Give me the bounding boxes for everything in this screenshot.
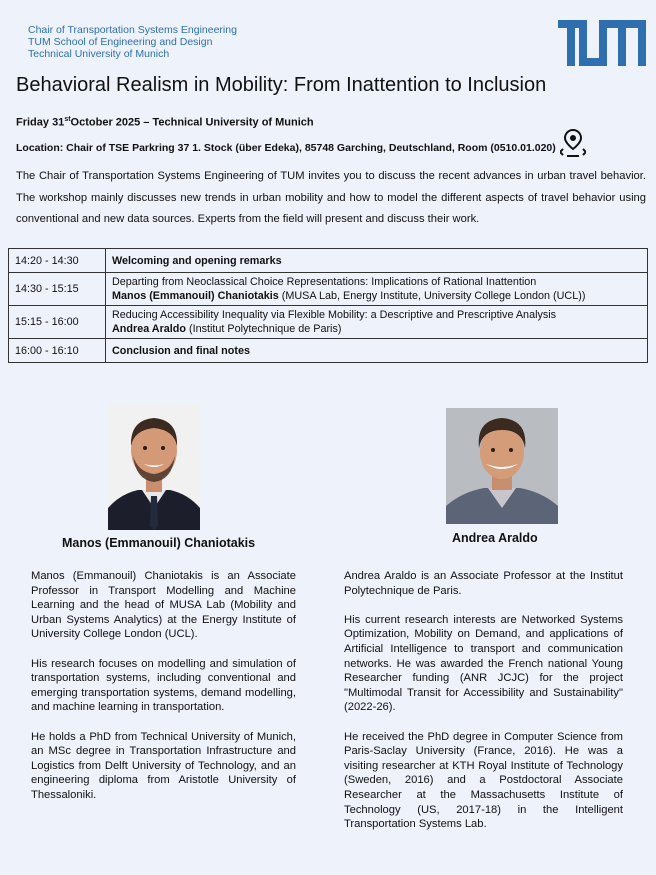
- agenda-talk-speaker-line: [112, 289, 641, 303]
- bio-paragraph: He received the PhD degree in Computer Science from Paris-Saclay University (France, 2016). He was a visiting researcher at KTH Royal Institute of Technology (Sweden, 2016) and a Postdoctoral Associate Researcher at the Massachusetts Institute of Technology (US, 2017-18) in the Intelligent Transportation Systems Lab.: [344, 730, 623, 831]
- map-pin-icon: [560, 128, 586, 158]
- institution-block: [28, 24, 237, 60]
- agenda-time: 14:30 - 15:15: [9, 273, 106, 306]
- speaker-photo-araldo: [446, 408, 558, 524]
- speaker-photo-chaniotakis: [108, 404, 200, 530]
- institution-line-school: TUM School of Engineering and Design: [28, 36, 213, 48]
- agenda-row-talk-1: [9, 273, 648, 306]
- bio-paragraph: Andrea Araldo is an Associate Professor at the Institut Polytechnique de Paris.: [344, 570, 623, 597]
- speaker-name-chaniotakis: Manos (Emmanouil) Chaniotakis: [62, 536, 256, 550]
- event-date: [16, 116, 314, 129]
- date-prefix: Friday 31: [16, 116, 65, 129]
- agenda-talk-title: Reducing Accessibility Inequality via Flexible Mobility: a Descriptive and Prescriptive Analysis: [112, 309, 557, 321]
- intro-paragraph: The Chair of Transportation Systems Engineering of TUM invites you to discuss the recent advances in urban travel behavior. The workshop mainly discusses new trends in urban mobility and how to model the different aspects of travel behavior using conventional and new data sources. Experts from the field will present and discuss their work.: [16, 170, 646, 225]
- agenda-table: [8, 248, 648, 363]
- agenda-speaker: Andrea Araldo: [112, 323, 186, 335]
- agenda-talk: [106, 273, 648, 306]
- date-suffix: October 2025 – Technical University of Munich: [70, 116, 314, 129]
- speaker-name-araldo: Andrea Araldo: [452, 531, 538, 545]
- bio-paragraph: He holds a PhD from Technical University of Munich, an MSc degree in Transportation Infrastructure and Logistics from Delft University of Technology, and an engineering diploma from Aristotle University of Thessaloniki.: [31, 730, 296, 801]
- agenda-affiliation: (Institut Polytechnique de Paris): [186, 323, 342, 335]
- bio-paragraph: His current research interests are Networked Systems Optimization, Mobility on Demand, and applications of Artificial Intelligence to transport and communication networks. He was awarded the French national Young Researcher funding (ANR JCJC) for the project "Multimodal Transit for Accessibility and Sustainability" (2022-26).: [344, 613, 623, 714]
- agenda-talk-title: Departing from Neoclassical Choice Representations: Implications of Rational Inattention: [112, 276, 537, 288]
- bio-paragraph: Manos (Emmanouil) Chaniotakis is an Associate Professor in Transport Modelling and Machine Learning and the head of MUSA Lab (Mobility and Urban Systems Analytics) at the Energy Institute of University College London (UCL).: [31, 570, 296, 641]
- agenda-title: Welcoming and opening remarks: [106, 249, 648, 273]
- tum-logo: [558, 20, 646, 66]
- date-ordinal: st: [64, 116, 71, 123]
- institution-line-university: Technical University of Munich: [28, 48, 170, 60]
- page-title: Behavioral Realism in Mobility: From Inattention to Inclusion: [16, 74, 547, 96]
- agenda-row-talk-2: [9, 306, 648, 339]
- agenda-row-welcome: [9, 249, 648, 273]
- agenda-talk: [106, 306, 648, 339]
- agenda-time: 15:15 - 16:00: [9, 306, 106, 339]
- agenda-time: 14:20 - 14:30: [9, 249, 106, 273]
- agenda-talk-speaker-line: [112, 322, 641, 336]
- agenda-affiliation: (MUSA Lab, Energy Institute, University College London (UCL)): [278, 290, 586, 302]
- institution-line-chair: Chair of Transportation Systems Engineering: [28, 24, 237, 36]
- agenda-title: Conclusion and final notes: [106, 339, 648, 363]
- agenda-time: 16:00 - 16:10: [9, 339, 106, 363]
- bio-paragraph: His research focuses on modelling and simulation of transportation systems, including conventional and emerging transportation systems, demand modelling, and machine learning in transportation.: [31, 657, 296, 714]
- agenda-row-conclusion: [9, 339, 648, 363]
- event-location: Location: Chair of TSE Parkring 37 1. Stock (über Edeka), 85748 Garching, Deutschland, Room (0510.01.020): [16, 142, 556, 154]
- speaker-bio-araldo: [344, 569, 623, 846]
- speaker-bio-chaniotakis: [31, 569, 296, 817]
- agenda-speaker: Manos (Emmanouil) Chaniotakis: [112, 290, 279, 302]
